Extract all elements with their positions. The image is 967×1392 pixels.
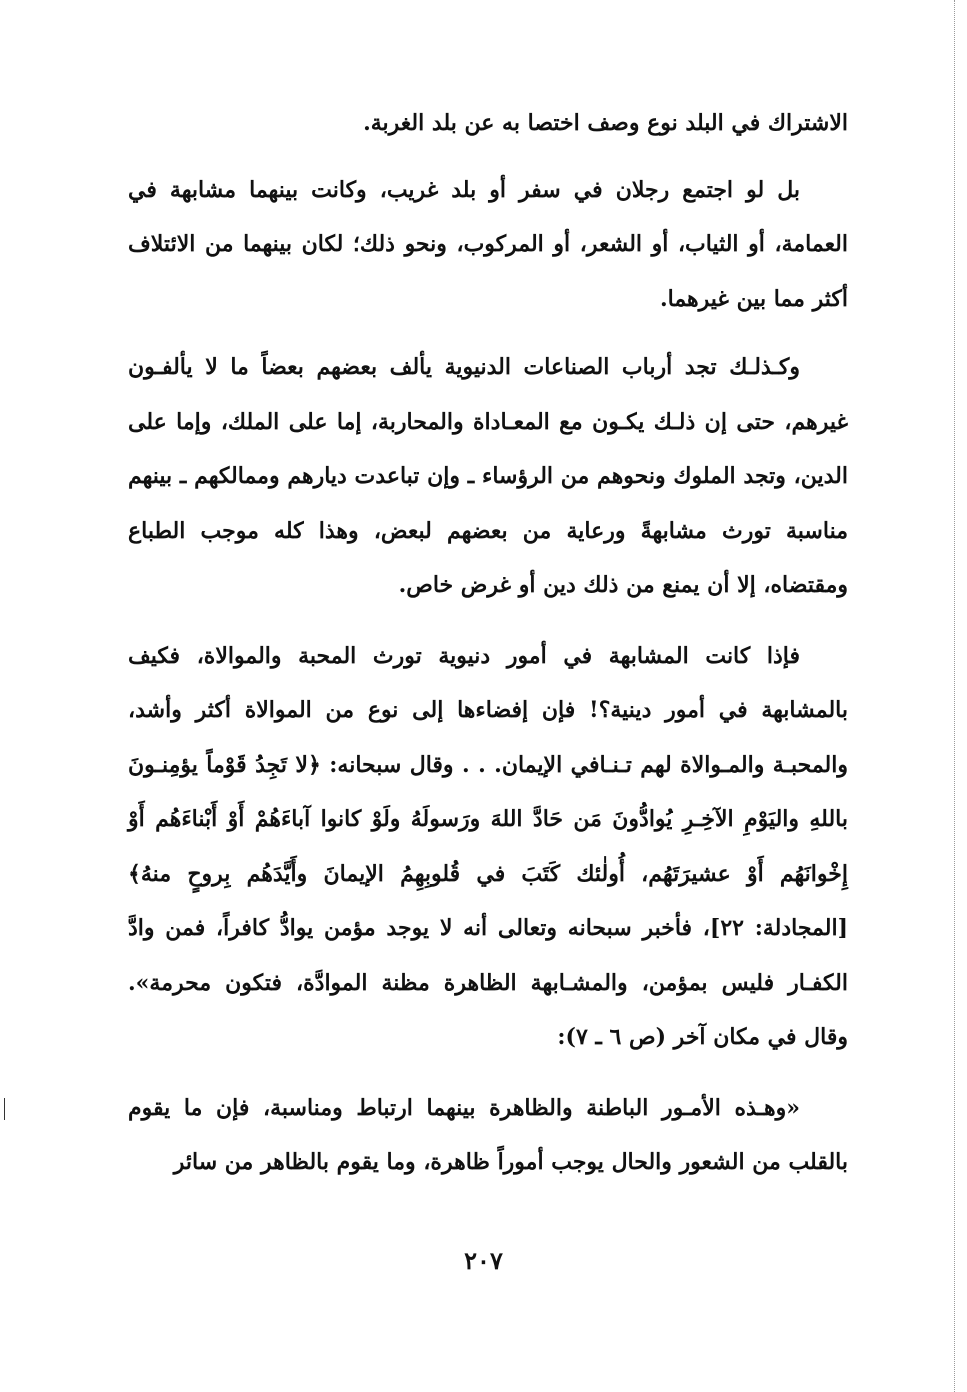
paragraph-1: الاشتراك في البلد نوع وصف اختصا به عن بلد الغربة.: [363, 110, 848, 136]
page-edge-divider: [954, 0, 955, 1392]
paragraph-5: «وهـذه الأمـور الباطنة والظاهرة بينهما ارتباط ومناسبة، فإن ما يقوم بالقلب من الشعور والحال يوجب أموراً ظاهرة، وما يقوم بالظاهر من سائر: [128, 1094, 848, 1175]
scan-margin-mark: [4, 1098, 5, 1120]
body-text: [128, 96, 848, 1212]
paragraph-4: فإذا كانت المشابهة في أمور دنيوية تورث المحبة والموالاة، فكيف بالمشابهة في أمور دينية؟! فإن إفضاءها إلى نوع من الموالاة أكثر وأشد، والمحبـة والمـوالاة لهم تـنـافي الإيمان. . . وقال سبحانه: ﴿لا تَجِدُ قَوْماً يؤمِنـونَ باللهِ واليَوْمِ الآخِـرِ يُوادُّونَ مَن حَادَّ اللهَ ورَسولَهُ ولَوْ كانوا آباءَهُمْ أَوْ أَبْناءَهُم أَوْ إِخْوانَهُم أَوْ عشيرَتَهُم، أُولٰئك كَتَبَ في قُلوبِهِمُ الإيمانَ وأَيَّدَهُم بِروحٍ منهُ﴾ [المجادلة: ٢٢]، فأخبر سبحانه وتعالى أنه لا يوجد مؤمن يوادُّ كافراً، فمن وادَّ الكفـار فليس بمؤمن، والمشـابهة الظاهرة مظنة الموادَّة، فتكون محرمة». وقال في مكان آخر (ص ٦ ـ ٧):: [128, 642, 848, 1050]
paragraph-2: بل لو اجتمع رجلان في سفر أو بلد غريب، وكانت بينهما مشابهة في العمامة، أو الثياب، أو الشعر، أو المركوب، ونحو ذلك؛ لكان بينهما من الائتلاف أكثر مما بين غيرهما.: [128, 176, 848, 312]
paragraph-3: وكـذلـك تجد أرباب الصناعات الدنيوية يألف بعضهم بعضاً ما لا يألفـون غيرهم، حتى إن ذلـك يكـون مع المعـاداة والمحاربة، إما على الملك، وإما على الدين، وتجد الملوك ونحوهم من الرؤساء ـ وإن تباعدت ديارهم وممالكهم ـ بينهم مناسبة تورث مشابهةً ورعاية من بعضهم لبعض، وهذا كله موجب الطباع ومقتضاه، إلا أن يمنع من ذلك دين أو غرض خاص.: [128, 354, 848, 598]
page-number: ٢٠٧: [464, 1246, 503, 1275]
